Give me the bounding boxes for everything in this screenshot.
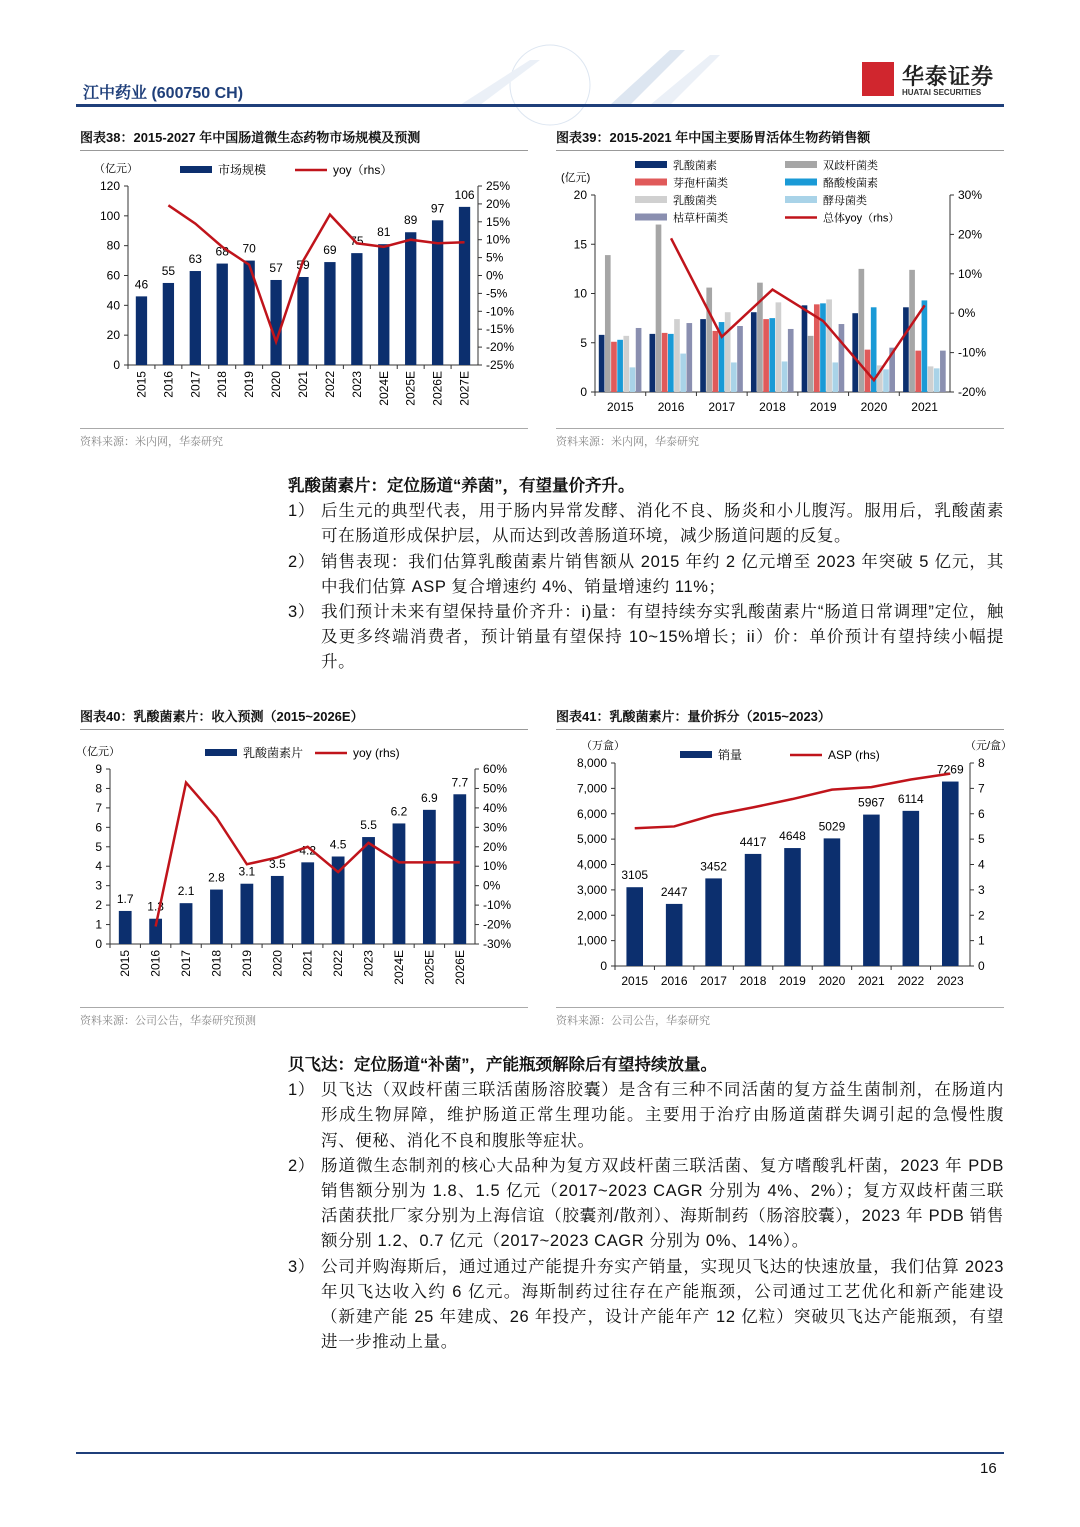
bar-枯草杆菌类: [636, 328, 642, 392]
legend-label: 乳酸菌类: [673, 195, 717, 207]
y2-tick-label: 0%: [958, 306, 976, 321]
x-tick-label: 2019: [239, 950, 254, 977]
x-tick-label: 2019: [809, 400, 837, 414]
data-label: 63: [188, 252, 202, 267]
legend-swatch: [680, 751, 712, 758]
y2-tick-label: 50%: [483, 781, 508, 796]
y-tick-label: 9: [95, 762, 102, 776]
data-label: 4648: [779, 829, 806, 844]
legend-label: yoy (rhs): [353, 746, 400, 760]
x-tick-label: 2020: [818, 974, 846, 988]
bar-酵母菌类: [630, 367, 636, 392]
y-tick-label: 7: [95, 800, 102, 815]
figure-title-text: 乳酸菌素片：量价拆分（2015~2023）: [609, 709, 831, 724]
bar-酵母菌类: [934, 368, 940, 392]
legend-label: 乳酸菌素: [673, 160, 717, 172]
bar-枯草杆菌类: [788, 329, 794, 392]
legend-label: 枯草杆菌类: [673, 212, 728, 225]
y-tick-label: 5,000: [576, 832, 607, 847]
y2-tick-label: 10%: [486, 232, 511, 247]
bar-芽孢杆菌类: [915, 351, 921, 392]
x-tick-label: 2024E: [391, 950, 406, 985]
page-number: 16: [980, 1460, 997, 1477]
list-item: [288, 550, 1004, 600]
bar-芽孢杆菌类: [662, 333, 668, 392]
y2-tick-label: 15%: [486, 214, 511, 229]
y2-tick-label: -25%: [486, 358, 515, 372]
bar-市场规模: [217, 264, 228, 365]
y2-tick-label: 20%: [483, 839, 508, 854]
bar-销量: [942, 782, 959, 966]
y2-tick-label: -10%: [486, 304, 515, 319]
item-number: 3）: [288, 603, 315, 622]
legend-swatch: [635, 196, 667, 203]
data-label: 7.7: [451, 775, 469, 790]
bar-乳酸菌类: [623, 336, 629, 392]
header-divider: [76, 104, 1004, 107]
figure-41-title: [556, 706, 1004, 730]
logo-name-en: HUATAI SECURITIES: [902, 88, 982, 97]
y2-tick-label: 0%: [486, 268, 504, 283]
x-tick-label: 2025E: [403, 371, 418, 406]
data-label: 2.1: [177, 884, 195, 899]
bar-枯草杆菌类: [940, 351, 946, 392]
y-tick-label: 8: [95, 781, 102, 796]
data-label: 59: [296, 257, 310, 272]
y-tick-label: 100: [99, 208, 120, 223]
bar-双歧杆菌类: [859, 269, 865, 392]
data-label: 55: [161, 263, 176, 278]
x-tick-label: 2022: [331, 950, 346, 977]
bar-乳酸菌类: [674, 319, 680, 392]
y2-tick-label: -20%: [958, 385, 987, 399]
item-text: 公司并购海斯后，通过通过产能提升夯实产销量，实现贝飞达的快速放量，我们估算 2023 年贝飞达收入约 6 亿元。海斯制药过往存在产能瓶颈，公司通过工艺优化和新产能建设（新建产能 25 年建成、26 年投产，设计产能年产 12 亿粒）突破贝飞达产能瓶颈，有望进一步推动上量。: [321, 1257, 1004, 1352]
x-tick-label: 2019: [779, 974, 806, 988]
item-number: 2）: [288, 552, 315, 571]
y-axis-label: （万盒）: [581, 740, 625, 752]
bar-乳酸菌素: [852, 313, 858, 392]
y-tick-label: 120: [99, 179, 120, 193]
y2-axis-label: （元/盒）: [965, 740, 1013, 752]
x-tick-label: 2018: [739, 974, 767, 988]
y2-tick-label: 30%: [483, 820, 508, 835]
y2-tick-label: 0: [978, 959, 985, 973]
figure-title-text: 2015-2021 年中国主要肠胃活体生物药销售额: [609, 130, 871, 145]
y2-tick-label: 60%: [483, 762, 508, 776]
figure-40-source: 资料来源：公司公告，华泰研究预测: [80, 1007, 528, 1028]
bar-销量: [824, 838, 841, 966]
bar-市场规模: [270, 280, 281, 365]
bar-销量: [626, 887, 643, 966]
bar-双歧杆菌类: [605, 255, 611, 392]
section-heading: 乳酸菌素片：定位肠道“养菌”，有望量价齐升。: [288, 477, 635, 495]
data-label: 106: [454, 187, 475, 202]
bar-销量: [784, 848, 801, 966]
legend-label: 市场规模: [218, 163, 267, 177]
y2-tick-label: 5%: [486, 250, 504, 265]
figure-40-chart: [76, 735, 530, 1005]
data-label: 81: [377, 225, 391, 240]
y-axis-label: (亿元): [561, 172, 591, 184]
bar-市场规模: [459, 207, 470, 365]
y2-tick-label: -15%: [486, 322, 515, 337]
bar-乳酸菌素片: [271, 876, 284, 944]
data-label: 68: [215, 244, 229, 259]
x-tick-label: 2019: [242, 371, 257, 398]
bar-乳酸菌素: [903, 307, 909, 392]
y2-tick-label: 6: [978, 806, 985, 821]
x-tick-label: 2022: [897, 974, 925, 988]
figure-label: 图表40：: [80, 709, 134, 724]
bar-乳酸菌素: [700, 319, 706, 392]
bar-枯草杆菌类: [839, 324, 845, 392]
x-tick-label: 2023: [349, 371, 364, 398]
bar-市场规模: [297, 277, 308, 365]
y2-tick-label: 0%: [483, 878, 501, 893]
line-yoy（rhs）: [168, 205, 464, 341]
y-tick-label: 4: [95, 859, 102, 874]
y-tick-label: 7,000: [576, 781, 607, 796]
data-label: 1.3: [147, 899, 164, 914]
list-item: [288, 1255, 1004, 1356]
data-label: 70: [242, 241, 256, 256]
y-tick-label: 1,000: [576, 933, 607, 948]
figure-41-chart: [555, 735, 1013, 1005]
x-tick-label: 2017: [708, 400, 736, 414]
bar-乳酸菌素片: [240, 884, 253, 944]
data-label: 3452: [700, 859, 727, 874]
figure-38-chart: [80, 150, 530, 425]
bar-酪酸梭菌素: [668, 334, 674, 392]
y2-tick-label: 40%: [483, 800, 508, 815]
bar-市场规模: [136, 296, 147, 365]
item-text: 肠道微生态制剂的核心大品种为复方双歧杆菌三联活菌、复方嗜酸乳杆菌，2023 年 PDB 销售额分别为 1.8、1.5 亿元（2017~2023 CAGR 分别为 4%、2%）；复方双歧杆菌三联活菌获批厂家分别为上海信谊（胶囊剂/散剂）、海斯制药（肠溶胶囊），2023 年 PDB 销售额分别 1.2、0.7 亿元（2017~2023 CAGR 分别为 0%、14%）。: [321, 1156, 1004, 1251]
y2-tick-label: 30%: [958, 188, 983, 202]
data-label: 2447: [660, 884, 688, 899]
x-tick-label: 2024E: [376, 371, 391, 406]
data-label: 75: [350, 234, 364, 249]
y2-tick-label: 7: [978, 781, 985, 796]
y-tick-label: 6: [95, 820, 102, 835]
x-tick-label: 2018: [209, 950, 224, 977]
legend-swatch: [785, 196, 817, 203]
figure-title-text: 2015-2027 年中国肠道微生态药物市场规模及预测: [133, 130, 421, 145]
bar-酵母菌类: [680, 354, 686, 392]
x-tick-label: 2015: [118, 950, 133, 977]
y2-tick-label: 25%: [486, 179, 511, 193]
data-label: 57: [269, 260, 283, 275]
y-tick-label: 2: [95, 898, 102, 913]
x-tick-label: 2016: [161, 371, 176, 398]
legend-label: 芽孢杆菌类: [673, 177, 728, 190]
x-tick-label: 2017: [179, 950, 194, 977]
x-tick-label: 2021: [911, 400, 938, 414]
bar-乳酸菌素片: [423, 810, 436, 944]
x-tick-label: 2017: [188, 371, 203, 398]
x-tick-label: 2026E: [452, 950, 467, 985]
y-tick-label: 5: [580, 335, 587, 350]
figure-40-title: [80, 706, 528, 730]
bar-市场规模: [190, 271, 201, 365]
list-item: [288, 1078, 1004, 1154]
y-tick-label: 80: [106, 238, 120, 253]
data-label: 6.9: [421, 790, 438, 805]
x-tick-label: 2021: [858, 974, 885, 988]
bar-芽孢杆菌类: [763, 319, 769, 392]
bar-市场规模: [378, 244, 389, 365]
legend-swatch: [785, 179, 817, 186]
bar-酵母菌类: [782, 361, 788, 392]
data-label: 6.2: [390, 804, 408, 819]
x-tick-label: 2021: [300, 950, 315, 977]
figure-41-source: 资料来源：公司公告，华泰研究: [556, 1007, 1004, 1028]
y2-tick-label: 10%: [958, 266, 983, 281]
y-axis-label: （亿元）: [76, 746, 120, 758]
y2-tick-label: 10%: [483, 859, 508, 874]
x-tick-label: 2016: [660, 974, 688, 988]
y-tick-label: 60: [106, 268, 120, 283]
data-label: 4417: [739, 834, 767, 849]
bar-销量: [863, 815, 880, 966]
footer-divider: [76, 1452, 1004, 1454]
legend-swatch: [635, 161, 667, 168]
y2-tick-label: -30%: [483, 937, 512, 951]
data-label: 6114: [897, 791, 924, 806]
figure-label: 图表38：: [80, 130, 134, 145]
bar-乳酸菌素片: [180, 903, 193, 944]
data-label: 5029: [818, 819, 846, 834]
figure-39-chart: [555, 150, 1005, 425]
y2-tick-label: -10%: [958, 345, 987, 360]
x-tick-label: 2016: [657, 400, 685, 414]
x-tick-label: 2018: [215, 371, 230, 398]
x-tick-label: 2027E: [457, 371, 472, 406]
y-tick-label: 5: [95, 839, 102, 854]
y2-tick-label: 1: [978, 933, 985, 948]
legend-label: 酪酸梭菌素: [823, 177, 878, 190]
x-tick-label: 2020: [269, 371, 284, 398]
figure-39-title: [556, 127, 1004, 151]
x-tick-label: 2015: [607, 400, 634, 414]
legend-label: ASP (rhs): [828, 748, 880, 762]
y-axis-label: （亿元）: [94, 163, 138, 175]
item-number: 1）: [288, 502, 315, 521]
x-tick-label: 2016: [148, 950, 163, 977]
y-tick-label: 6,000: [576, 806, 607, 821]
y-tick-label: 0: [113, 358, 120, 372]
y-tick-label: 0: [600, 959, 607, 973]
list-item: [288, 600, 1004, 676]
data-label: 5.5: [360, 818, 377, 833]
data-label: 4.5: [329, 837, 347, 852]
y-tick-label: 8,000: [576, 756, 607, 770]
bar-双歧杆菌类: [808, 336, 814, 392]
data-label: 7269: [936, 762, 964, 777]
figure-title-text: 乳酸菌素片：收入预测（2015~2026E）: [133, 709, 364, 724]
data-label: 3.5: [268, 856, 286, 871]
y2-tick-label: 2: [978, 908, 985, 923]
item-number: 3）: [288, 1257, 315, 1276]
figure-38-source: 资料来源：米内网，华泰研究: [80, 428, 528, 449]
legend-label: 总体yoy（rhs）: [823, 212, 900, 225]
item-text: 贝飞达（双歧杆菌三联活菌肠溶胶囊）是含有三种不同活菌的复方益生菌制剂，在肠道内形成生物屏障，维护肠道正常生理功能。主要用于治疗由肠道菌群失调引起的急慢性腹泻、便秘、消化不良和腹胀等症状。: [321, 1081, 1004, 1150]
x-tick-label: 2020: [270, 950, 285, 977]
y-tick-label: 40: [106, 298, 120, 313]
y2-tick-label: 8: [978, 756, 985, 770]
logo-name: 华泰证券: [902, 64, 995, 89]
legend-label: 酵母菌类: [823, 195, 867, 207]
bar-市场规模: [163, 283, 174, 365]
x-tick-label: 2025E: [422, 950, 437, 985]
bar-乳酸菌素: [599, 335, 605, 392]
item-number: 2）: [288, 1156, 315, 1175]
y2-tick-label: -20%: [486, 340, 515, 355]
x-tick-label: 2023: [936, 974, 964, 988]
y2-tick-label: 5: [978, 832, 985, 847]
bar-市场规模: [405, 232, 416, 365]
legend-swatch: [635, 214, 667, 221]
x-tick-label: 2015: [134, 371, 149, 398]
data-label: 5967: [858, 795, 885, 810]
header-decoration: [420, 50, 750, 105]
y-tick-label: 20: [573, 188, 587, 202]
y-tick-label: 3,000: [576, 882, 607, 897]
section-bifida: [288, 1053, 1004, 1355]
figure-38-title: [80, 127, 528, 151]
legend-swatch: [205, 749, 237, 756]
bar-乳酸菌类: [826, 299, 832, 392]
y2-tick-label: 4: [978, 857, 985, 872]
legend-swatch: [785, 161, 817, 168]
report-header-title: 江中药业 (600750 CH): [83, 85, 244, 102]
bar-销量: [903, 811, 920, 966]
legend-label: 双歧杆菌类: [823, 160, 878, 172]
section-heading: 贝飞达：定位肠道“补菌”，产能瓶颈解除后有望持续放量。: [288, 1056, 717, 1074]
bar-乳酸菌素片: [119, 911, 132, 944]
figure-label: 图表39：: [556, 130, 610, 145]
list-item: [288, 499, 1004, 549]
item-text: 后生元的典型代表，用于肠内异常发酵、消化不良、肠炎和小儿腹泻。服用后，乳酸菌素可在肠道形成保护层，从而达到改善肠道环境，减少肠道问题的反复。: [321, 502, 1004, 546]
huatai-logo: [862, 62, 1002, 102]
bar-乳酸菌素片: [210, 890, 223, 944]
figure-label: 图表41：: [556, 709, 610, 724]
item-text: 我们预计未来有望保持量价齐升：i)量：有望持续夯实乳酸菌素片“肠道日常调理”定位，触及更多终端消费者，预计销量有望保持 10~15%增长；ii）价：单价预计有望持续小幅提升。: [321, 603, 1004, 672]
x-tick-label: 2017: [700, 974, 727, 988]
x-tick-label: 2018: [759, 400, 786, 414]
bar-乳酸菌类: [928, 366, 934, 392]
data-label: 4.2: [299, 843, 317, 858]
y2-tick-label: 20%: [486, 196, 511, 211]
bar-酪酸梭菌素: [820, 303, 826, 392]
bar-酵母菌类: [832, 362, 838, 392]
y-tick-label: 0: [95, 937, 102, 951]
bar-酵母菌类: [731, 362, 737, 392]
y-tick-label: 2,000: [576, 908, 607, 923]
bar-芽孢杆菌类: [713, 331, 719, 392]
data-label: 69: [323, 243, 337, 258]
figure-39-source: 资料来源：米内网，华泰研究: [556, 428, 1004, 449]
bar-酪酸梭菌素: [922, 300, 928, 392]
y-tick-label: 15: [573, 237, 587, 252]
legend-label: 乳酸菌素片: [243, 746, 304, 760]
legend-label: 销量: [718, 748, 743, 762]
bar-乳酸菌素: [751, 312, 757, 392]
bar-枯草杆菌类: [686, 323, 692, 392]
data-label: 46: [134, 277, 149, 292]
item-number: 1）: [288, 1081, 315, 1100]
data-label: 2.8: [208, 870, 225, 885]
data-label: 3105: [621, 868, 649, 883]
bar-乳酸菌类: [776, 302, 782, 392]
bar-乳酸菌素片: [362, 837, 375, 944]
bar-乳酸菌素片: [453, 794, 466, 944]
x-tick-label: 2021: [296, 371, 310, 398]
y-tick-label: 4,000: [576, 857, 607, 872]
bar-酪酸梭菌素: [769, 318, 775, 392]
y2-tick-label: -5%: [486, 286, 508, 301]
y2-tick-label: 20%: [958, 227, 983, 242]
x-tick-label: 2026E: [430, 371, 445, 406]
bar-酵母菌类: [883, 369, 889, 392]
section-lactobacillin: [288, 474, 1004, 676]
bar-芽孢杆菌类: [611, 342, 617, 392]
bar-乳酸菌素片: [393, 823, 406, 944]
y2-tick-label: -10%: [483, 898, 512, 913]
data-label: 97: [430, 201, 445, 216]
bar-销量: [705, 878, 722, 966]
y-tick-label: 20: [106, 328, 120, 343]
x-tick-label: 2015: [621, 974, 649, 988]
x-tick-label: 2023: [361, 950, 376, 977]
legend-swatch: [180, 166, 212, 173]
y2-tick-label: 3: [978, 882, 985, 897]
y-tick-label: 1: [95, 917, 102, 932]
y-tick-label: 0: [580, 385, 587, 399]
bar-市场规模: [324, 262, 335, 365]
data-label: 3.1: [238, 864, 256, 879]
item-text: 销售表现：我们估算乳酸菌素片销售额从 2015 年约 2 亿元增至 2023 年突破 5 亿元，其中我们估算 ASP 复合增速约 4%、销量增速约 11%；: [321, 552, 1004, 596]
bar-双歧杆菌类: [656, 225, 662, 392]
legend-swatch: [635, 179, 667, 186]
bar-双歧杆菌类: [909, 270, 915, 392]
bar-双歧杆菌类: [706, 288, 712, 392]
bar-乳酸菌素片: [301, 862, 314, 944]
x-tick-label: 2022: [322, 371, 337, 398]
y-tick-label: 10: [573, 286, 587, 301]
data-label: 89: [404, 213, 418, 228]
bar-酪酸梭菌素: [617, 340, 623, 392]
bar-销量: [745, 854, 762, 966]
bar-乳酸菌类: [725, 312, 731, 392]
bar-乳酸菌素: [650, 334, 656, 392]
data-label: 1.7: [116, 891, 134, 906]
y2-tick-label: -20%: [483, 917, 512, 932]
list-item: [288, 1154, 1004, 1255]
bar-市场规模: [351, 253, 362, 365]
logo-mark-icon: [862, 62, 894, 96]
legend-label: yoy（rhs）: [333, 163, 393, 177]
bar-枯草杆菌类: [737, 326, 743, 392]
x-tick-label: 2020: [860, 400, 888, 414]
bar-销量: [666, 904, 683, 966]
bar-乳酸菌素: [802, 305, 808, 392]
y-tick-label: 3: [95, 878, 102, 893]
